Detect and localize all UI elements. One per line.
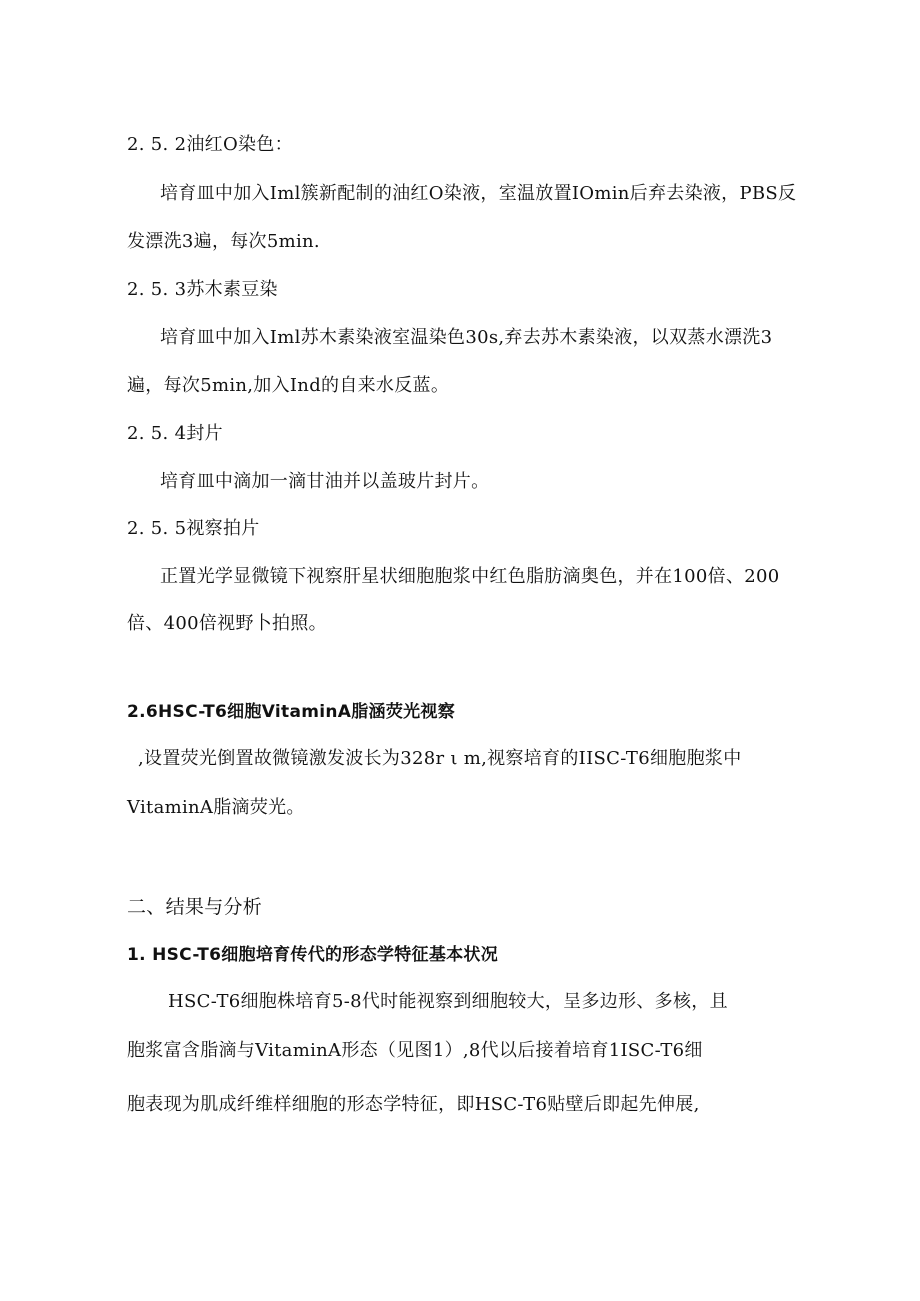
heading-2-6: 2.6HSC-T6细胞VitaminA脂涵荧光视察 <box>127 702 456 722</box>
paragraph-line: 培育皿中加入Iml簇新配制的油红O染液，室温放置IOmin后弃去染液，PBS反 <box>160 183 797 204</box>
paragraph-line: 培育皿中加入Iml苏木素染液室温染色30s,弃去苏木素染液，以双蒸水漂洗3 <box>160 327 773 348</box>
paragraph-line: 发漂洗3遍，每次5min. <box>127 231 320 252</box>
heading-2-5-3: 2. 5. 3苏木素豆染 <box>127 279 278 300</box>
paragraph-line: 胞浆富含脂滴与VitaminA形态（见图1）,8代以后接着培育1ISC-T6细 <box>127 1040 703 1061</box>
paragraph-line: ,设置荧光倒置故微镜激发波长为328r ι m,视察培育的IISC-T6细胞胞浆中 <box>138 748 742 769</box>
heading-2-5-5: 2. 5. 5视察拍片 <box>127 518 260 539</box>
paragraph-line: 遍，每次5min,加入Ind的自来水反蓝。 <box>127 375 450 396</box>
section-heading-results: 二、结果与分析 <box>127 896 263 918</box>
paragraph-line: 培育皿中滴加一滴甘油并以盖玻片封片。 <box>160 471 490 492</box>
paragraph-line: HSC-T6细胞株培育5-8代时能视察到细胞较大，呈多边形、多核，且 <box>168 991 728 1012</box>
paragraph-line: 倍、400倍视野卜拍照。 <box>127 613 327 634</box>
paragraph-line: VitaminA脂滴荧光。 <box>127 797 305 818</box>
paragraph-line: 正置光学显微镜下视察肝星状细胞胞浆中红色脂肪滴奥色，并在100倍、200 <box>160 566 780 587</box>
heading-2-5-2: 2. 5. 2油红O染色： <box>127 134 293 155</box>
paragraph-line: 胞表现为肌成纤维样细胞的形态学特征，即HSC-T6贴壁后即起先伸展, <box>127 1094 700 1115</box>
heading-2-5-4: 2. 5. 4封片 <box>127 423 223 444</box>
subheading-1: 1. HSC-T6细胞培育传代的形态学特征基本状况 <box>127 945 499 965</box>
